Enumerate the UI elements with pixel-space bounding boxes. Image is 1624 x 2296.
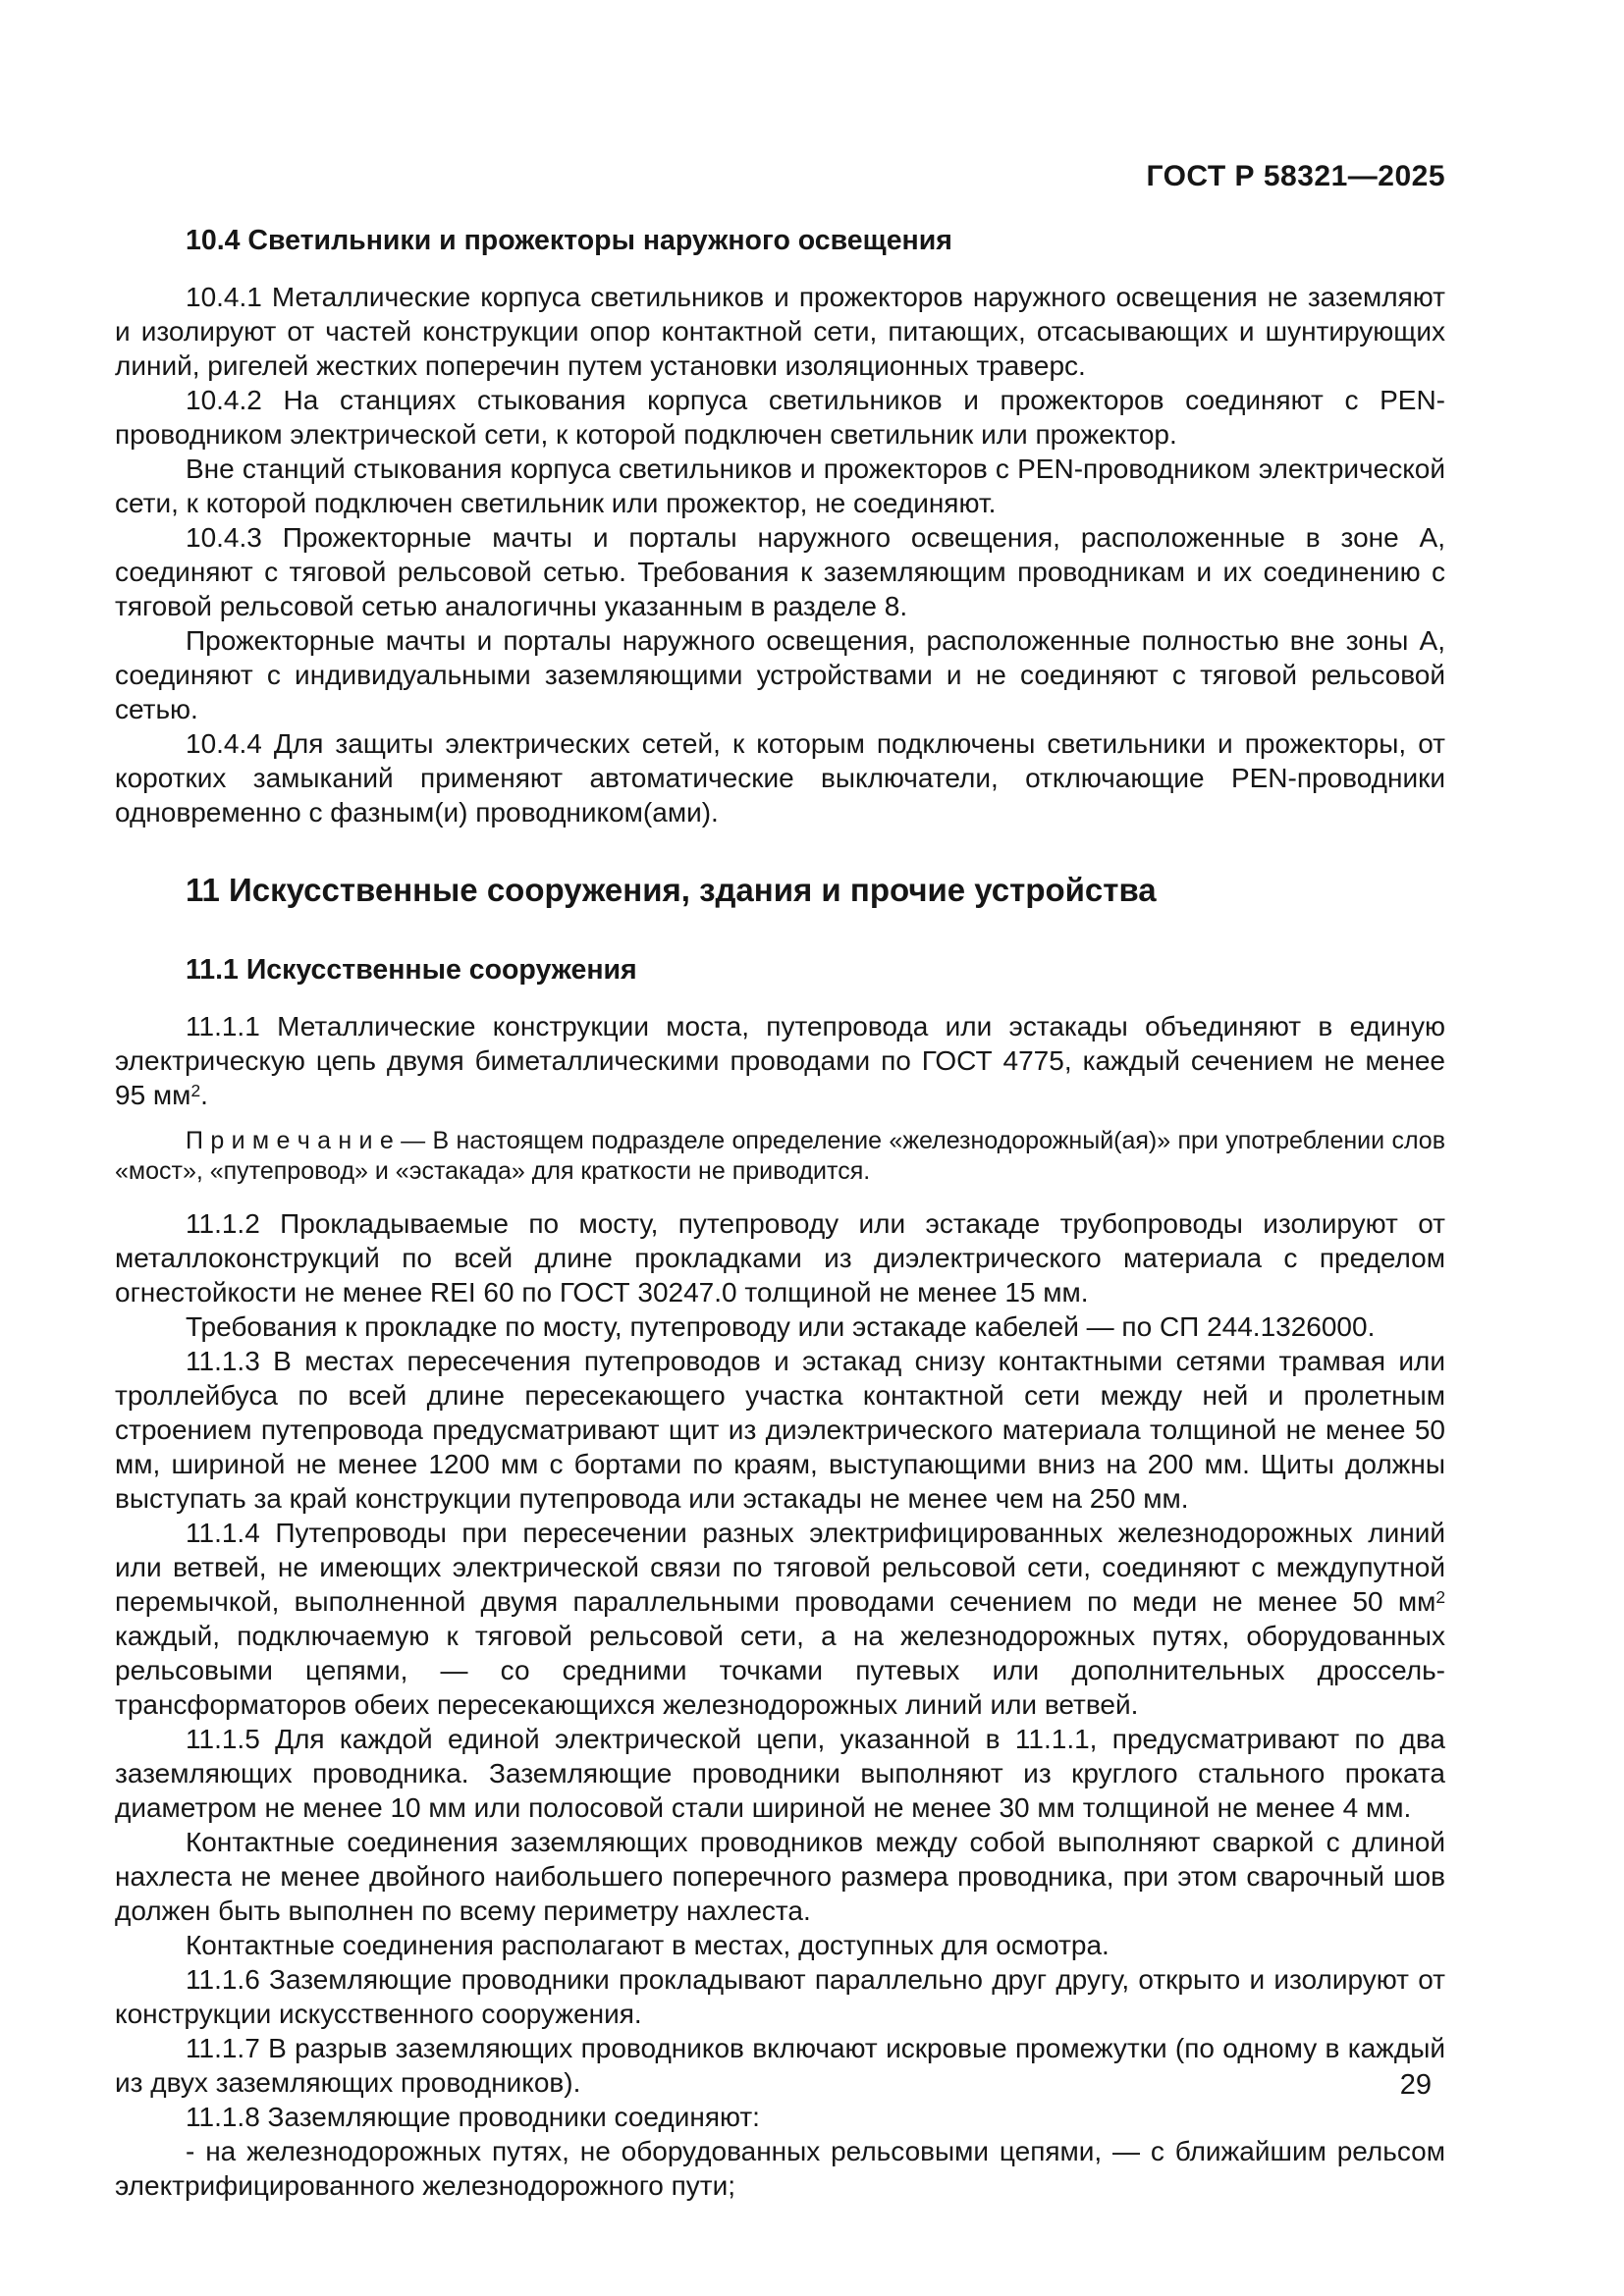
paragraph-11-1-2: 11.1.2 Прокладываемые по мосту, путепроводу или эстакаде трубопроводы изолируют от металлоконструкций по всей длине прокладками из диэлектрического материала с пределом огнестойкости не менее REI 60 по ГОСТ 30247.0 толщиной не менее 15 мм. (115, 1208, 1445, 1308)
paragraph-10-4-2: 10.4.2 На станциях стыкования корпуса светильников и прожекторов соединяют с PEN-проводником электрической сети, к которой подключен светильник или прожектор. (115, 385, 1445, 450)
paragraph-11-1-7: 11.1.7 В разрыв заземляющих проводников включают искровые промежутки (по одному в каждый из двух заземляющих проводников). (115, 2033, 1445, 2098)
paragraph-10-4-4: 10.4.4 Для защиты электрических сетей, к которым подключены светильники и прожекторы, от коротких замыканий применяют автоматические выключатели, отключающие PEN-проводники одновременно с фазным(и) проводником(ами). (115, 728, 1445, 828)
document-code-header: ГОСТ Р 58321—2025 (1146, 160, 1445, 192)
paragraph-11-1-5-cont-2: Контактные соединения располагают в местах, доступных для осмотра. (186, 1930, 1110, 1960)
document-body (115, 224, 1445, 2203)
list-item-11-1-8-a: - на железнодорожных путях, не оборудованных рельсовыми цепями, — с ближайшим рельсом электрифицированного железнодорожного пути; (115, 2136, 1445, 2201)
page-number: 29 (1399, 2069, 1432, 2101)
section-heading-11-1: 11.1 Искусственные сооружения (186, 954, 637, 986)
paragraph-10-4-1: 10.4.1 Металлические корпуса светильников и прожекторов наружного освещения не заземляют и изолируют от частей конструкции опор контактной сети, питающих, отсасывающих и шунтирующих линий, ригелей жестких поперечин путем установки изоляционных траверс. (115, 282, 1445, 381)
paragraph-11-1-5: 11.1.5 Для каждой единой электрической цепи, указанной в 11.1.1, предусматривают по два заземляющих проводника. Заземляющие проводники выполняют из круглого стального проката диаметром не менее 10 мм или полосовой стали шириной не менее 30 мм толщиной не менее 4 мм. (115, 1724, 1445, 1823)
paragraph-11-1-1: 11.1.1 Металлические конструкции моста, путепровода или эстакады объединяют в единую электрическую цепь двумя биметаллическими проводами по ГОСТ 4775, каждый сечением не менее 95 $мм^2$. (115, 1011, 1445, 1110)
section-heading-11: 11 Искусственные сооружения, здания и прочие устройства (186, 872, 1157, 908)
paragraph-10-4-3-cont: Прожекторные мачты и порталы наружного освещения, расположенные полностью вне зоны А, соединяют с индивидуальными заземляющими устройствами и не соединяют с тяговой рельсовой сетью. (115, 625, 1445, 724)
paragraph-10-4-2-cont: Вне станций стыкования корпуса светильников и прожекторов с PEN-проводником электрической сети, к которой подключен светильник или прожектор, не соединяют. (115, 454, 1445, 518)
note-11-1-1: П р и м е ч а н и е — В настоящем подразделе определение «железнодорожный(ая)» при употреблении слов «мост», «путепровод» и «эстакада» для краткости не приводится. (115, 1127, 1445, 1185)
paragraph-11-1-8: 11.1.8 Заземляющие проводники соединяют: (186, 2102, 760, 2132)
paragraph-11-1-2-cont: Требования к прокладке по мосту, путепроводу или эстакаде кабелей — по СП 244.1326000. (186, 1311, 1376, 1342)
section-heading-10-4: 10.4 Светильники и прожекторы наружного освещения (186, 225, 952, 256)
paragraph-11-1-6: 11.1.6 Заземляющие проводники прокладывают параллельно друг другу, открыто и изолируют от конструкции искусственного сооружения. (115, 1964, 1445, 2029)
paragraph-10-4-3: 10.4.3 Прожекторные мачты и порталы наружного освещения, расположенные в зоне А, соединяют с тяговой рельсовой сетью. Требования к заземляющим проводникам и их соединению с тяговой рельсовой сетью аналогичны указанным в разделе 8. (115, 522, 1445, 621)
paragraph-11-1-3: 11.1.3 В местах пересечения путепроводов и эстакад снизу контактными сетями трамвая или троллейбуса по всей длине пересекающего участка контактной сети между ней и пролетным строением путепровода предусматривают щит из диэлектрического материала толщиной не менее 50 мм, шириной не менее 1200 мм с бортами по краям, выступающими вниз на 200 мм. Щиты должны выступать за край конструкции путепровода или эстакады не менее чем на 250 мм. (115, 1346, 1445, 1514)
paragraph-11-1-4: 11.1.4 Путепроводы при пересечении разных электрифицированных железнодорожных линий или ветвей, не имеющих электрической связи по тяговой рельсовой сети, соединяют с междупутной перемычкой, выполненной двумя параллельными проводами сечением по меди не менее 50 $мм^2$ каждый, подключаемую к тяговой рельсовой сети, а на железнодорожных путях, оборудованных рельсовыми цепями, — со средними точками путевых или дополнительных дроссель-трансформаторов обеих пересекающихся железнодорожных линий или ветвей. (115, 1518, 1445, 1720)
paragraph-11-1-5-cont-1: Контактные соединения заземляющих проводников между собой выполняют сваркой с длиной нахлеста не менее двойного наибольшего поперечного размера проводника, при этом сварочный шов должен быть выполнен по всему периметру нахлеста. (115, 1827, 1445, 1926)
